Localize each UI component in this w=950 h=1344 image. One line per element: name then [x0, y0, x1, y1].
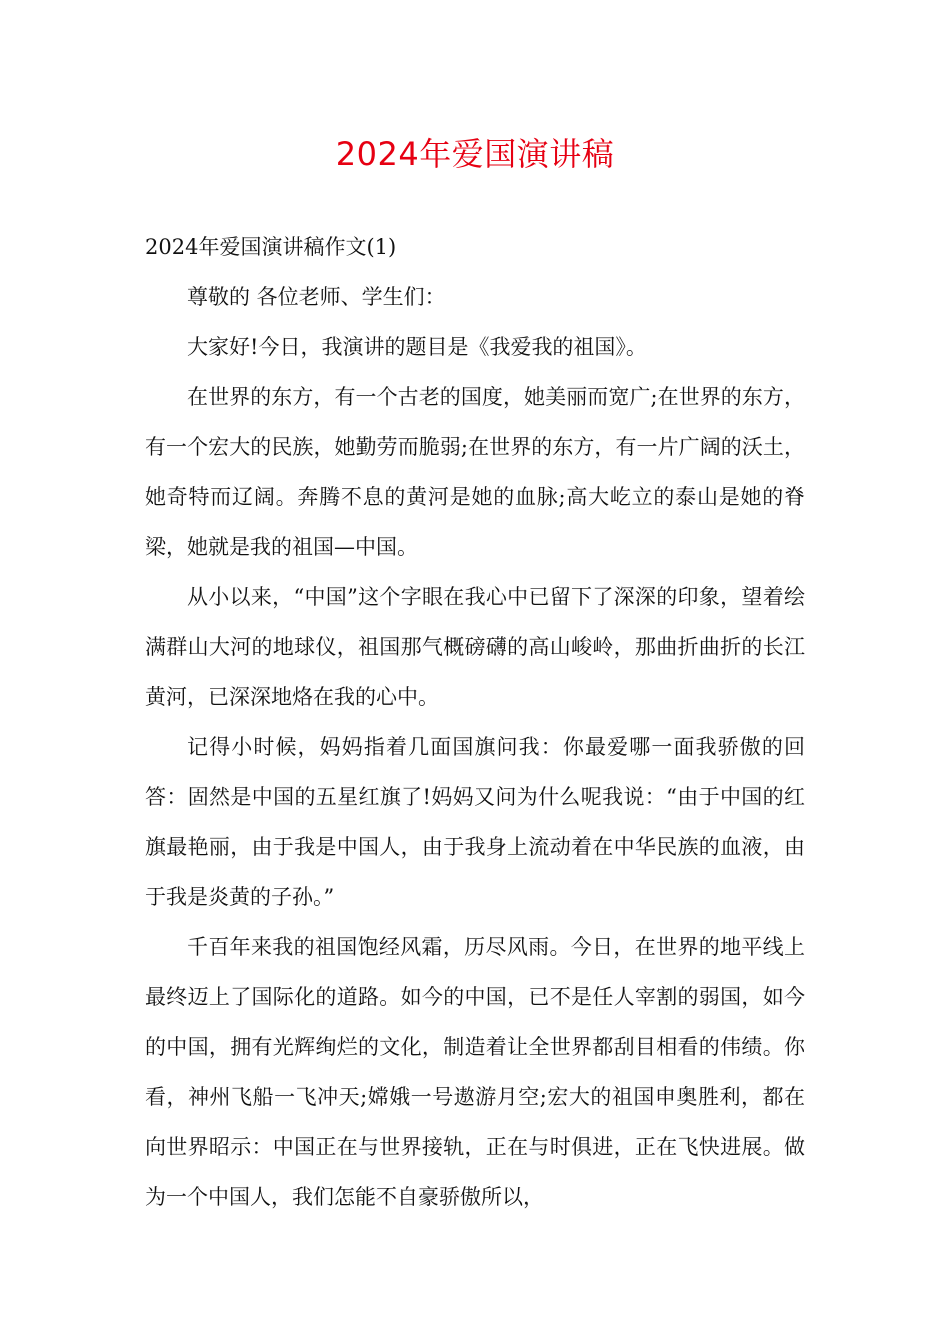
paragraph: 千百年来我的祖国饱经风霜，历尽风雨。今日，在世界的地平线上最终迈上了国际化的道路。如今的中国，已不是任人宰割的弱国，如今的中国，拥有光辉绚烂的文化，制造着让全世界都刮目相看的伟绩。你看，神州飞船一飞冲天;嫦娥一号遨游月空;宏大的祖国申奥胜利，都在向世界昭示：中国正在与世界接轨，正在与时俱进，正在飞快进展。做为一个中国人，我们怎能不自豪骄傲所以， [145, 935, 805, 1209]
paragraph: 在世界的东方，有一个古老的国度，她美丽而宽广;在世界的东方，有一个宏大的民族，她勤劳而脆弱;在世界的东方，有一片广阔的沃土，她奇特而辽阔。奔腾不息的黄河是她的血脉;高大屹立的泰山是她的脊梁，她就是我的祖国—中国。 [145, 385, 805, 559]
paragraph-salutation: 尊敬的 各位老师、学生们： [187, 285, 446, 309]
paragraph-greeting: 大家好!今日，我演讲的题目是《我爱我的祖国》。 [187, 335, 647, 359]
document-subtitle: 2024年爱国演讲稿作文(1) [145, 235, 397, 259]
paragraph: 从小以来，“中国”这个字眼在我心中已留下了深深的印象，望着绘满群山大河的地球仪，祖国那气概磅礴的高山峻岭，那曲折曲折的长江黄河，已深深地烙在我的心中。 [145, 585, 805, 709]
paragraph: 记得小时候，妈妈指着几面国旗问我：你最爱哪一面我骄傲的回答：固然是中国的五星红旗了!妈妈又问为什么呢我说：“由于中国的红旗最艳丽，由于我是中国人，由于我身上流动着在中华民族的血液，由于我是炎黄的子孙。” [145, 735, 805, 909]
document-body [145, 222, 805, 1222]
document-title: 2024年爱国演讲稿 [335, 135, 615, 173]
